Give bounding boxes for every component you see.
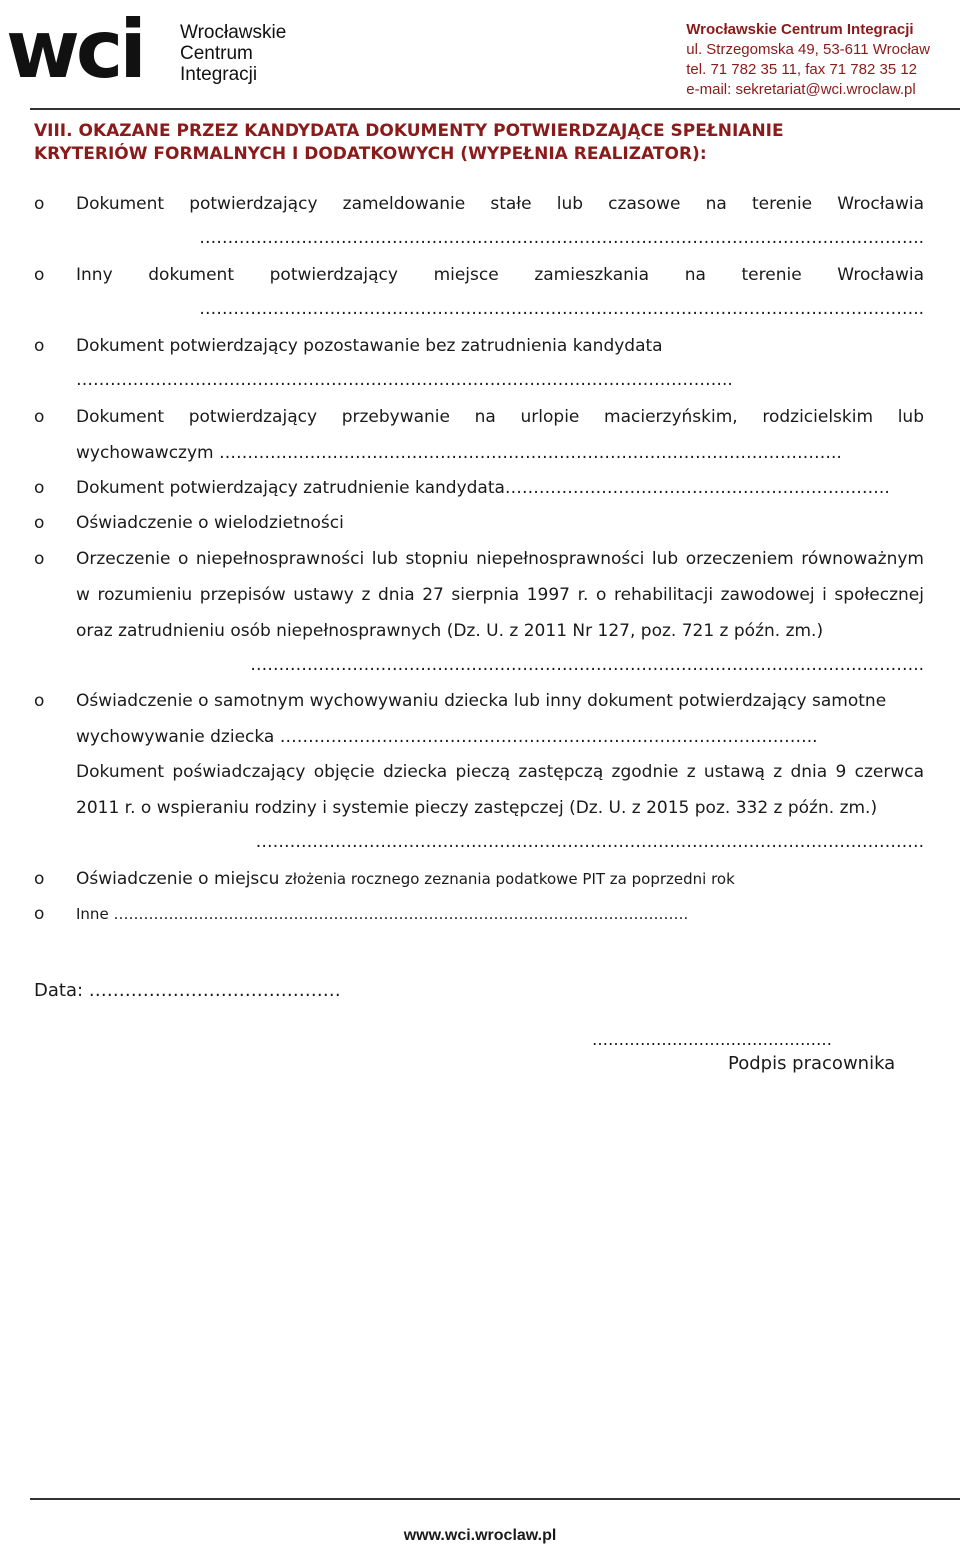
item-text: Inne bbox=[76, 905, 109, 923]
org-phone: tel. 71 782 35 11, fax 71 782 35 12 bbox=[686, 61, 918, 78]
item-fill-dots: ……………………………………………………………………………………………………………….. bbox=[199, 299, 924, 319]
contact-block bbox=[686, 20, 930, 100]
item-fill-dots: …………………………………………………………………………………………………….. bbox=[76, 370, 733, 390]
item-fill-dots: ……………………………………………………………………………………………………. bbox=[113, 905, 689, 923]
item-text: Oświadczenie o miejscu bbox=[76, 869, 280, 889]
item-text-wrap bbox=[76, 896, 924, 932]
logo-line-3: Integracji bbox=[180, 64, 258, 85]
signature-line: ……………………………………… bbox=[592, 1030, 832, 1049]
section-title-line-1: VIII. OKAZANE PRZEZ KANDYDATA DOKUMENTY POTWIERDZAJĄCE SPEŁNIANIE bbox=[34, 121, 784, 141]
list-item bbox=[34, 896, 924, 932]
item-text: Oświadczenie o wielodzietności bbox=[76, 513, 344, 533]
list-item bbox=[34, 754, 924, 860]
signature-label: Podpis pracownika bbox=[728, 1053, 896, 1074]
item-text-small: złożenia rocznego zeznania podatkowe PIT za poprzedni rok bbox=[284, 870, 735, 888]
item-text: Orzeczenie o niepełnosprawności lub stopniu niepełnosprawności lub orzeczeniem równoważnym w rozumieniu przepisów ustawy z dnia 27 sierpnia 1997 r. o rehabilitacji zawodowej i społecznej oraz zatrudnieniu osób niepełnosprawnych (Dz. U. z 2011 Nr 127, poz. 721 z późn. zm.) bbox=[76, 549, 924, 641]
item-text: Dokument poświadczający objęcie dziecka pieczą zastępczą zgodnie z ustawą z dnia 9 czerwca 2011 r. o wspieraniu rodziny i systemie pieczy zastępczej (Dz. U. z 2015 poz. 332 z późn. zm.) bbox=[76, 762, 924, 818]
item-text: Oświadczenie o samotnym wychowywaniu dziecka lub inny dokument potwierdzający samotne bbox=[76, 691, 887, 711]
item-fill-dots: ……………………………………………………………………………………………………….. bbox=[250, 655, 924, 675]
list-item bbox=[34, 186, 924, 256]
list-item bbox=[34, 470, 924, 506]
logo-line-2: Centrum bbox=[180, 43, 253, 64]
org-email: e-mail: sekretariat@wci.wroclaw.pl bbox=[686, 81, 916, 98]
list-item bbox=[34, 683, 924, 755]
item-text: Inny dokument potwierdzający miejsce zamieszkania na terenie Wrocławia bbox=[76, 265, 924, 285]
list-item bbox=[34, 505, 924, 541]
item-text-cont: wychowywanie dziecka ………………………………………………………………………………….. bbox=[76, 727, 818, 747]
item-text: Dokument potwierdzający zatrudnienie kandydata………………………………………………………….. bbox=[76, 478, 890, 498]
item-text: Dokument potwierdzający pozostawanie bez zatrudnienia kandydata bbox=[76, 336, 663, 356]
logo-text bbox=[180, 22, 286, 85]
bullet-icon: o bbox=[34, 691, 45, 711]
wci-logo bbox=[6, 3, 306, 96]
item-text: Dokument potwierdzający zameldowanie stałe lub czasowe na terenie Wrocławia bbox=[76, 194, 924, 214]
list-item bbox=[34, 328, 924, 398]
header-divider bbox=[30, 108, 960, 110]
item-text-cont: wychowawczym ……………………………………………………………………………………………….. bbox=[76, 443, 842, 463]
item-text-wrap bbox=[76, 861, 924, 897]
section-title-line-2: KRYTERIÓW FORMALNYCH I DODATKOWYCH (WYPEŁNIA REALIZATOR): bbox=[34, 144, 707, 164]
bullet-icon: o bbox=[34, 407, 45, 427]
list-item bbox=[34, 541, 924, 683]
bullet-icon: o bbox=[34, 336, 45, 356]
item-fill-dots: ……………………………………………………………………………………………………………….. bbox=[199, 228, 924, 248]
section-title bbox=[34, 120, 914, 166]
bullet-icon: o bbox=[34, 265, 45, 285]
footer-url: www.wci.wroclaw.pl bbox=[403, 1527, 557, 1544]
item-fill-dots: ………………………………………………………………………………………………………. bbox=[255, 832, 924, 852]
logo-mark: wci bbox=[6, 3, 143, 96]
list-item bbox=[34, 257, 924, 327]
list-item bbox=[34, 861, 924, 897]
logo-line-1: Wrocławskie bbox=[180, 22, 287, 43]
bullet-icon: o bbox=[34, 478, 45, 498]
bullet-icon: o bbox=[34, 194, 45, 214]
bullet-icon: o bbox=[34, 869, 45, 889]
date-field: Data: …………………………………… bbox=[34, 980, 341, 1001]
org-address: ul. Strzegomska 49, 53-611 Wrocław bbox=[686, 41, 930, 58]
bullet-icon: o bbox=[34, 904, 45, 924]
bullet-icon: o bbox=[34, 549, 45, 569]
bullet-icon: o bbox=[34, 513, 45, 533]
item-text: Dokument potwierdzający przebywanie na urlopie macierzyńskim, rodzicielskim lub bbox=[76, 407, 924, 427]
footer-divider bbox=[30, 1498, 960, 1500]
list-item bbox=[34, 399, 924, 471]
org-name: Wrocławskie Centrum Integracji bbox=[686, 21, 914, 38]
